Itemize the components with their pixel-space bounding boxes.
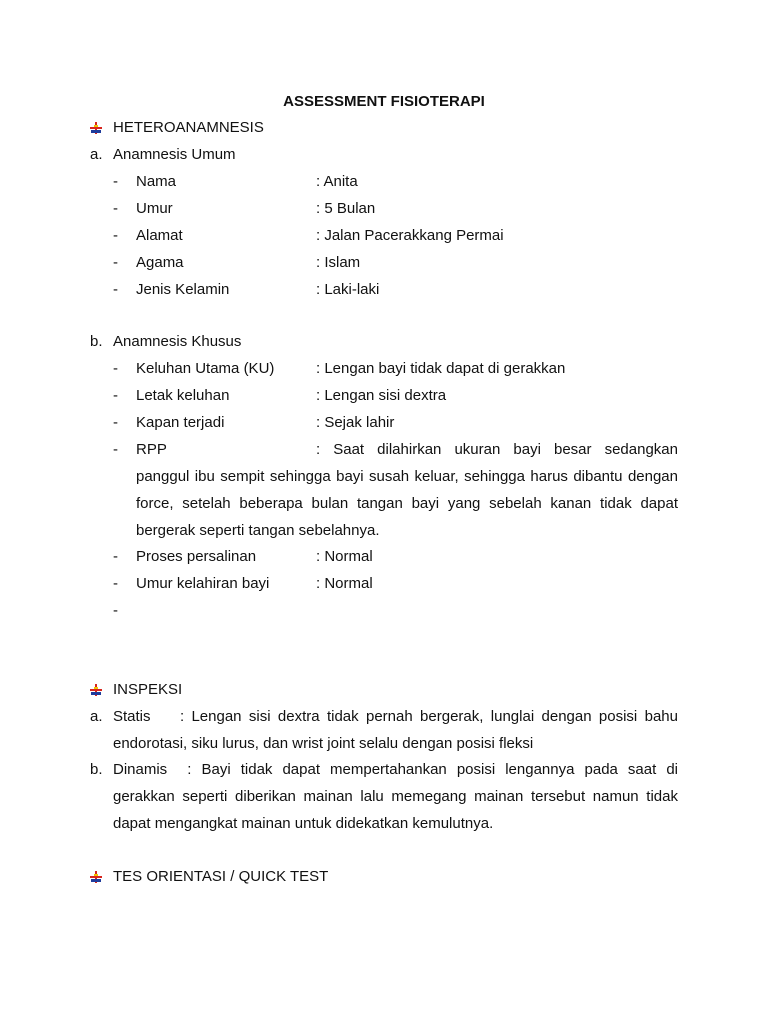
dinamis-text-line: dapat mengangkat mainan untuk didekatkan kemulutnya.	[113, 815, 494, 832]
dash: -	[113, 173, 118, 190]
field-label: Umur kelahiran bayi	[136, 575, 270, 592]
field-value: : Jalan Pacerakkang Permai	[316, 227, 504, 244]
rpp-text-line: bergerak seperti tangan sebelahnya.	[136, 522, 380, 539]
dash: -	[113, 227, 118, 244]
dash: -	[113, 254, 118, 271]
rpp-text-line: force, setelah beberapa bulan tangan bayi yang sebelah kanan tidak dapat	[136, 495, 678, 512]
field-label: Alamat	[136, 227, 183, 244]
list-marker-b: b.	[90, 761, 103, 778]
field-value: : Anita	[316, 173, 358, 190]
field-value: : 5 Bulan	[316, 200, 376, 217]
list-marker-a: a.	[90, 708, 103, 725]
trailing-dash: -	[113, 602, 118, 619]
dash: -	[113, 200, 118, 217]
dinamis-text-line: Dinamis : Bayi tidak dapat mempertahankan posisi lengannya pada saat di	[113, 761, 678, 778]
dash: -	[113, 414, 118, 431]
dash: -	[113, 360, 118, 377]
rpp-text-line: panggul ibu sempit sehingga bayi susah keluar, sehingga harus dibantu dengan	[136, 468, 678, 485]
field-value: : Normal	[316, 548, 373, 565]
field-label: Proses persalinan	[136, 548, 257, 565]
section-heading-tes-orientasi: TES ORIENTASI / QUICK TEST	[113, 868, 329, 885]
field-label: RPP	[136, 441, 167, 458]
field-label: Jenis Kelamin	[136, 281, 230, 298]
field-value: : Normal	[316, 575, 373, 592]
dinamis-text-line: gerakkan seperti diberikan mainan lalu memegang mainan tersebut namun tidak	[113, 788, 678, 805]
field-label: Kapan terjadi	[136, 414, 225, 431]
subheading-anamnesis-khusus: Anamnesis Khusus	[113, 333, 242, 350]
field-value: : Laki-laki	[316, 281, 380, 298]
dash: -	[113, 281, 118, 298]
section-heading-heteroanamnesis: HETEROANAMNESIS	[113, 119, 264, 136]
list-marker-b: b.	[90, 333, 103, 350]
statis-text-line: endorotasi, siku lurus, dan wrist joint selalu dengan posisi fleksi	[113, 735, 534, 752]
dash: -	[113, 441, 118, 458]
dash: -	[113, 575, 118, 592]
field-value: : Islam	[316, 254, 361, 271]
field-label: Agama	[136, 254, 184, 271]
arrow-bullet-icon	[89, 683, 103, 697]
rpp-text-line: : Saat dilahirkan ukuran bayi besar sedangkan	[316, 441, 678, 458]
list-marker-a: a.	[90, 146, 103, 163]
statis-text-line: Statis : Lengan sisi dextra tidak pernah bergerak, lunglai dengan posisi bahu	[113, 708, 678, 725]
field-label: Letak keluhan	[136, 387, 230, 404]
field-value: : Lengan bayi tidak dapat di gerakkan	[316, 360, 566, 377]
section-heading-inspeksi: INSPEKSI	[113, 681, 183, 698]
subheading-anamnesis-umum: Anamnesis Umum	[113, 146, 236, 163]
dash: -	[113, 387, 118, 404]
field-label: Nama	[136, 173, 177, 190]
dash: -	[113, 548, 118, 565]
field-label: Keluhan Utama (KU)	[136, 360, 275, 377]
field-label: Umur	[136, 200, 173, 217]
arrow-bullet-icon	[89, 121, 103, 135]
field-value: : Lengan sisi dextra	[316, 387, 447, 404]
arrow-bullet-icon	[89, 870, 103, 884]
document-title: ASSESSMENT FISIOTERAPI	[283, 93, 485, 110]
field-value: : Sejak lahir	[316, 414, 395, 431]
